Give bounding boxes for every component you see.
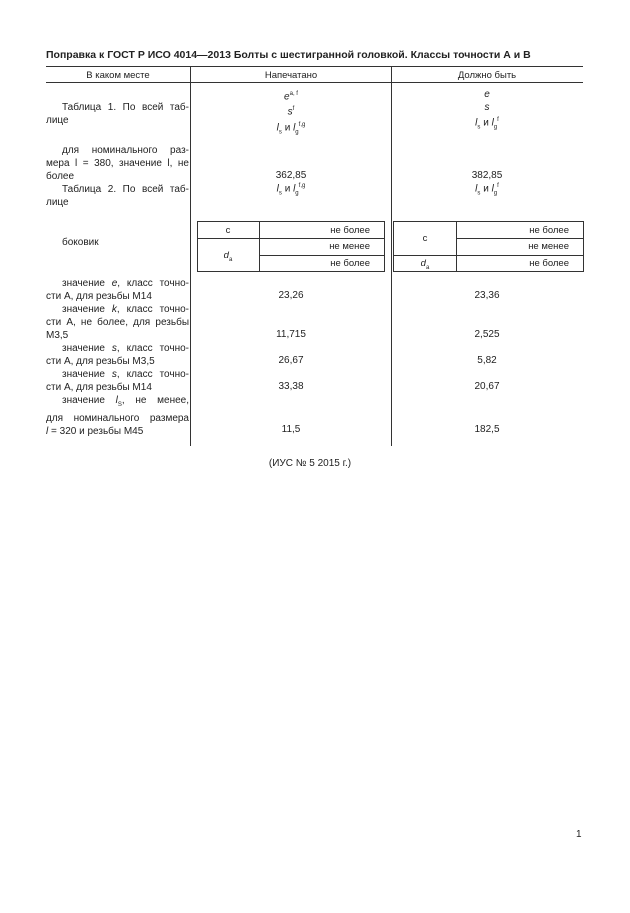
- row2-printed: 362,85: [275, 170, 307, 181]
- row3-label: Таблица 2. По всей таб- лице: [46, 184, 189, 208]
- bokovik-printed-box: [197, 221, 385, 272]
- should-be-da-cell: $d_a$: [420, 258, 430, 271]
- printed-r3: не более: [330, 258, 370, 269]
- value-row-s14-should-be: 20,67: [474, 381, 500, 392]
- should-be-r3: не более: [529, 258, 569, 269]
- bokovik-label: боковик: [62, 237, 99, 248]
- column-header-where: В каком месте: [86, 70, 150, 81]
- value-row-ls-should-be: 182,5: [474, 424, 500, 435]
- value-row-k-should-be: 2,525: [474, 329, 500, 340]
- printed-r1: не более: [330, 225, 370, 236]
- value-row-ls-printed: 11,5: [281, 424, 301, 435]
- value-row-e-should-be: 23,36: [474, 290, 500, 301]
- value-row-s35-should-be: 5,82: [477, 355, 497, 366]
- value-row-s35-printed: 26,67: [278, 355, 304, 366]
- table-top-rule: [46, 66, 583, 67]
- printed-r2: не менее: [329, 241, 370, 252]
- value-row-k-label: значение k, класс точно- сти А, не более, для резьбы М3,5: [46, 304, 190, 341]
- column-divider-2: [391, 66, 392, 446]
- bokovik-should-be-box: [393, 221, 584, 272]
- printed-c-cell: c: [225, 225, 231, 236]
- column-divider-1: [190, 66, 191, 446]
- row2-should-be: 382,85: [471, 170, 503, 181]
- document-title: Поправка к ГОСТ Р ИСО 4014—2013 Болты с шестигранной головкой. Классы точности А и В: [46, 49, 531, 61]
- page-number: 1: [576, 829, 582, 840]
- row3-printed: $l_s$ и $l_g^{f,g}$: [276, 183, 306, 197]
- column-header-printed: Напечатано: [264, 70, 318, 81]
- value-row-ls-label: значение $l_S$, не менее, для номинального размера l = 320 и резьбы М45: [46, 395, 190, 437]
- value-row-s14-printed: 33,38: [278, 381, 304, 392]
- value-row-e-printed: 23,26: [278, 290, 304, 301]
- should-be-r2: не менее: [528, 241, 569, 252]
- should-be-c-cell: c: [422, 233, 428, 244]
- value-row-k-printed: 11,715: [276, 329, 306, 340]
- ius-reference: (ИУС № 5 2015 г.): [268, 458, 352, 469]
- should-be-r1: не более: [529, 225, 569, 236]
- value-row-s14-label: значение s, класс точно- сти А, для резьбы М14: [46, 369, 190, 393]
- row3-should-be: $l_s$ и $l_g^f$: [475, 183, 499, 197]
- row1-printed: $e^{a, f}$ $s^f$ $l_s$ и $l_g^{f,g}$: [276, 91, 306, 135]
- printed-da-cell: $d_a$: [223, 250, 233, 263]
- row1-label: Таблица 1. По всей таб- лице: [46, 102, 189, 126]
- header-bottom-rule: [46, 82, 583, 83]
- row2-label: для номинального раз- мера l = 380, значение l, не более: [46, 145, 189, 182]
- value-row-e-label: значение e, класс точно- сти А, для резьбы М14: [46, 278, 190, 302]
- column-header-should-be: Должно быть: [457, 70, 517, 81]
- value-row-s35-label: значение s, класс точно- сти А, для резьбы М3,5: [46, 343, 190, 367]
- row1-should-be: e s $l_s$ и $l_g^f$: [475, 89, 499, 131]
